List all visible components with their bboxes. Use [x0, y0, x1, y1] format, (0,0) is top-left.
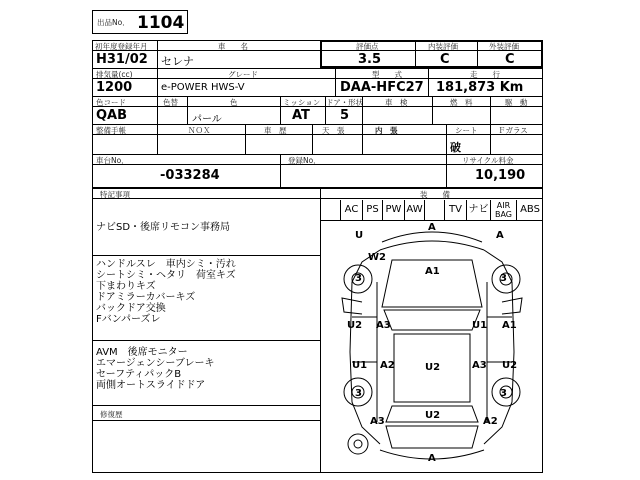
remark-line: シートシミ・ヘタリ 荷室キズ — [96, 270, 236, 281]
damage-mark-right-u2: U2 — [502, 360, 518, 371]
interior-label: 内装評価 — [428, 42, 458, 51]
damage-mark-left-u1: U1 — [352, 360, 368, 371]
damage-mark-right-a1: A1 — [502, 320, 517, 331]
doors-value: 5 — [340, 108, 350, 123]
damage-mark-right-u1: U1 — [472, 320, 488, 331]
f-glass-label: Ｆガラス — [498, 126, 528, 135]
mileage-label: 走 行 — [470, 70, 500, 79]
lot-number: 1104 — [137, 13, 185, 33]
damage-mark-rear-a: A — [428, 453, 436, 464]
damage-mark-right-rear-a2: A2 — [483, 416, 498, 427]
car-name-label: 車 名 — [218, 42, 248, 51]
car-name-value: セレナ — [161, 55, 194, 68]
color-code-value: QAB — [96, 108, 128, 123]
damage-mark-w2: W2 — [368, 252, 386, 263]
lot-box — [92, 10, 188, 34]
remarks-group-3 — [96, 347, 214, 391]
damage-mark-left-a2: A2 — [380, 360, 395, 371]
model-label: 型 式 — [372, 70, 402, 79]
color-value: パール — [192, 114, 222, 125]
remark-line: 下まわりキズ — [96, 281, 156, 292]
damage-mark-left-a3: A3 — [376, 320, 391, 331]
damage-mark-left-rear-a3: A3 — [370, 416, 385, 427]
reg-no-label: 登録No． — [288, 156, 321, 165]
damage-mark-left-rear-3: 3 — [355, 388, 362, 399]
damage-mark-front-right-a: A — [496, 230, 504, 241]
grade-label: グレード — [228, 70, 258, 79]
doors-label: ドア・形状 — [326, 98, 364, 107]
recycle-label: リサイクル料金 — [462, 156, 514, 165]
remark-line: ドアミラーカバーキズ — [96, 292, 196, 303]
equipment-abs: ABS — [516, 200, 543, 220]
damage-mark-roof-u2: U2 — [425, 362, 441, 373]
color-label: 色 — [230, 98, 238, 107]
first-reg-label: 初年度登録年月 — [95, 42, 148, 51]
interior-trim-label: 内 張 — [375, 126, 398, 135]
damage-mark-right-rear-3: 3 — [500, 388, 507, 399]
inspection-label: 車 検 — [385, 98, 408, 107]
exterior-label: 外装評価 — [489, 42, 519, 51]
remark-line: AVM 後席モニター — [96, 347, 188, 358]
equipment-label: 装 備 — [420, 190, 450, 199]
recycle-value: 10,190 — [475, 168, 526, 183]
interior-value: C — [440, 52, 450, 67]
model-value: DAA-HFC27 — [340, 80, 424, 95]
drive-label: 駆 動 — [505, 98, 528, 107]
first-reg-value: H31/02 — [96, 52, 148, 67]
seat-value: 破 — [450, 141, 461, 154]
exterior-value: C — [505, 52, 515, 67]
remarks-group-2 — [96, 259, 236, 325]
damage-mark-front-a: A — [428, 222, 436, 233]
equipment-ps: PS — [362, 200, 382, 220]
equipment-pw: PW — [382, 200, 404, 220]
equipment-ac: AC — [340, 200, 362, 220]
color-change-label: 色替 — [163, 98, 178, 107]
damage-mark-rear-u2: U2 — [425, 410, 441, 421]
roof-label: 天 張 — [322, 126, 345, 135]
remark-line: Fバンパーズレ — [96, 314, 161, 325]
equipment-blank — [424, 200, 444, 220]
damage-mark-right-a3: A3 — [472, 360, 487, 371]
history-label: 車 歴 — [264, 126, 287, 135]
equipment-tv: TV — [444, 200, 466, 220]
equipment-airbag: AIR BAG — [490, 200, 516, 220]
equipment-aw: AW — [404, 200, 424, 220]
lot-label: 出品No． — [97, 18, 130, 27]
displacement-label: 排気量(cc) — [96, 70, 133, 79]
remark-line: エマージェンシーブレーキ — [96, 358, 215, 369]
fuel-label: 燃 料 — [450, 98, 473, 107]
color-code-label: 色コード — [96, 98, 126, 107]
remark-line: 両側オートスライドドア — [96, 380, 206, 391]
displacement-value: 1200 — [96, 80, 133, 95]
chassis-value: -033284 — [160, 168, 220, 183]
score-label: 評価点 — [356, 42, 379, 51]
seat-label: シート — [455, 126, 478, 135]
damage-mark-left-front-3: 3 — [355, 273, 362, 284]
mission-label: ミッション — [283, 98, 321, 107]
remark-line: ナビSD・後席リモコン事務局 — [96, 222, 231, 233]
equipment-navi: ナビ — [466, 200, 490, 220]
damage-mark-right-front-3: 3 — [500, 273, 507, 284]
damage-mark-left-u2: U2 — [347, 320, 363, 331]
remark-line: バックドア交換 — [96, 303, 166, 314]
remark-line: セーフティパックB — [96, 369, 182, 380]
mileage-value: 181,873 Km — [436, 80, 524, 95]
damage-mark-front-u: U — [355, 230, 364, 241]
score-value: 3.5 — [358, 52, 382, 67]
remarks-label: 特記事項 — [100, 190, 130, 199]
maintenance-label: 整備手帳 — [96, 126, 126, 135]
car-diagram — [322, 222, 542, 472]
chassis-label: 車台No． — [96, 156, 129, 165]
grade-value: e-POWER HWS-V — [161, 82, 245, 93]
repair-history-label: 修復歴 — [100, 410, 123, 419]
remarks-group-1 — [96, 222, 230, 233]
remark-line: ハンドルスレ 車内シミ・汚れ — [96, 259, 236, 270]
nox-label: ＮＯＸ — [188, 126, 211, 135]
damage-mark-hood-a1: A1 — [425, 266, 440, 277]
mission-value: AT — [292, 108, 310, 123]
